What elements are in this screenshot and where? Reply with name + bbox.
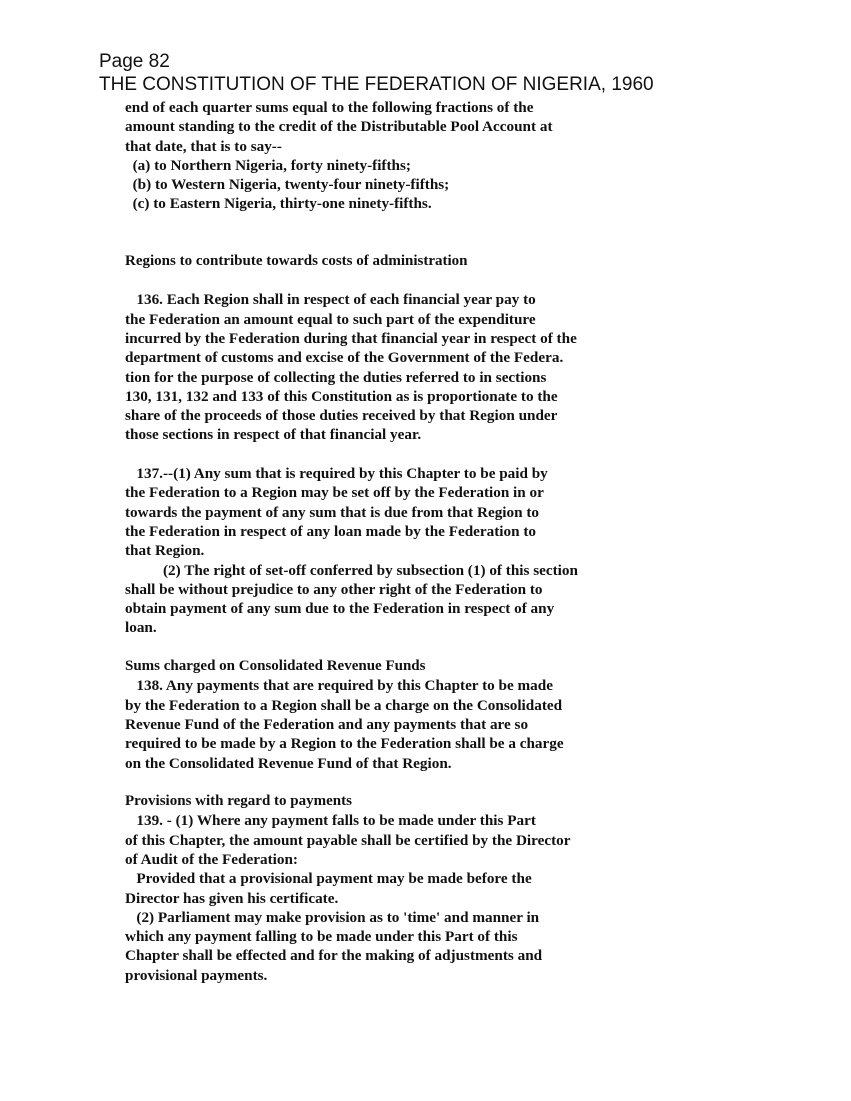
text-line: which any payment falling to be made under this Part of this (125, 928, 518, 946)
text-line: amount standing to the credit of the Distributable Pool Account at (125, 118, 553, 136)
text-line: that Region. (125, 542, 205, 560)
text-line: Provided that a provisional payment may be made before the (125, 870, 532, 888)
text-line: (b) to Western Nigeria, twenty-four ninety-fifths; (125, 176, 450, 194)
text-line: share of the proceeds of those duties received by that Region under (125, 407, 558, 425)
page-number-label: Page 82 (99, 51, 170, 72)
text-line: incurred by the Federation during that financial year in respect of the (125, 329, 577, 347)
text-line: 137.--(1) Any sum that is required by this Chapter to be paid by (125, 465, 548, 483)
text-line: Chapter shall be effected and for the making of adjustments and (125, 947, 543, 965)
section-paragraph (125, 676, 645, 772)
text-line: those sections in respect of that financial year. (125, 426, 422, 444)
text-line: required to be made by a Region to the Federation shall be a charge (125, 735, 564, 753)
text-line: Director has given his certificate. (125, 889, 339, 907)
text-line: 136. Each Region shall in respect of each financial year pay to (125, 291, 536, 309)
text-line: towards the payment of any sum that is due from that Region to (125, 503, 540, 521)
page-header (99, 50, 654, 96)
section-heading: Regions to contribute towards costs of administration (125, 252, 468, 269)
text-line: by the Federation to a Region shall be a charge on the Consolidated (125, 696, 563, 714)
text-line: (2) The right of set-off conferred by subsection (1) of this section (125, 561, 578, 579)
text-line: (2) Parliament may make provision as to 'time' and manner in (125, 908, 540, 926)
text-line: tion for the purpose of collecting the duties referred to in sections (125, 368, 547, 386)
section-paragraph (125, 811, 645, 985)
text-line: the Federation in respect of any loan made by the Federation to (125, 522, 537, 540)
text-line: obtain payment of any sum due to the Federation in respect of any (125, 600, 555, 618)
section-paragraph (125, 290, 645, 444)
text-line: on the Consolidated Revenue Fund of that Region. (125, 754, 452, 772)
text-line: that date, that is to say-- (125, 137, 282, 155)
text-line: 138. Any payments that are required by this Chapter to be made (125, 677, 553, 695)
document-body (125, 98, 645, 985)
text-line: of Audit of the Federation: (125, 850, 298, 868)
text-line: loan. (125, 619, 157, 637)
text-line: (c) to Eastern Nigeria, thirty-one ninety-fifths. (125, 195, 432, 213)
text-line: Revenue Fund of the Federation and any payments that are so (125, 715, 529, 733)
text-line: end of each quarter sums equal to the following fractions of the (125, 99, 534, 116)
section-heading: Sums charged on Consolidated Revenue Funds (125, 658, 426, 675)
section-heading: Provisions with regard to payments (125, 793, 352, 810)
text-line: the Federation to a Region may be set off by the Federation in or (125, 484, 544, 502)
text-line: provisional payments. (125, 966, 268, 984)
text-line: (a) to Northern Nigeria, forty ninety-fifths; (125, 156, 411, 174)
text-line: the Federation an amount equal to such part of the expenditure (125, 310, 536, 328)
text-line: 130, 131, 132 and 133 of this Constitution as is proportionate to the (125, 387, 558, 405)
text-line: 139. - (1) Where any payment falls to be made under this Part (125, 812, 536, 830)
intro-paragraph (125, 98, 645, 214)
text-line: of this Chapter, the amount payable shall be certified by the Director (125, 831, 571, 849)
text-line: shall be without prejudice to any other right of the Federation to (125, 580, 543, 598)
document-title: THE CONSTITUTION OF THE FEDERATION OF NIGERIA, 1960 (99, 74, 654, 95)
section-paragraph (125, 464, 645, 638)
text-line: department of customs and excise of the Government of the Federa. (125, 349, 564, 367)
